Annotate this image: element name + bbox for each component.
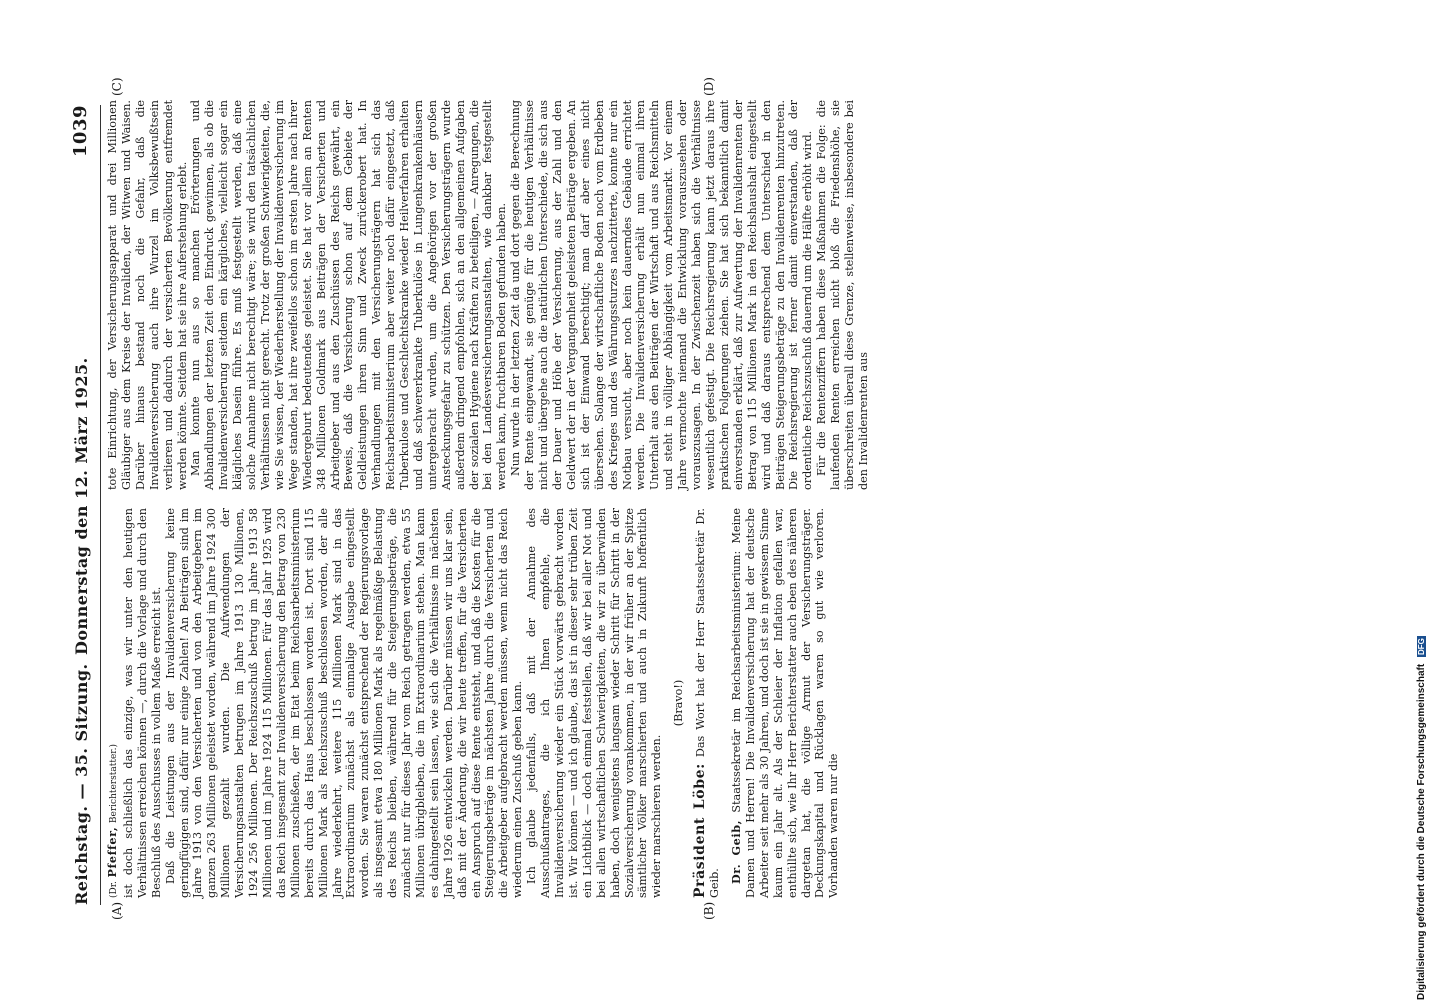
speaker-line — [106, 508, 122, 898]
paragraph: tote Einrichtung, der Versicherungsapparat und drei Millionen Gläubiger aus dem Kreise der Invaliden, der Witwen und Waisen. Darüber hinaus bestand noch die Gefahr, daß die Invalidenversicherung auch ihre Wurzel im Volksbewußtsein verlieren und dadurch der versicherten Bevölkerung entfremdet werden könnte. Seitdem hat sie ihre Auferstehung erlebt. — [106, 100, 189, 490]
paragraph: Daß die Leistungen aus der Invalidenversicherung keine geringfügigen sind, dafür nur einige Zahlen! An Beiträgen sind im Jahre 1913 von den Versicherten und von den Arbeitgebern im ganzen 263 Millionen geleistet worden, während im Jahre 1924 300 Millionen gezahlt wurden. Die Aufwendungen der Versicherungsanstalten betrugen im Jahre 1913 130 Millionen, 1924 256 Millionen. Der Reichszuschuß betrug im Jahre 1913 58 Millionen und im Jahre 1924 115 Millionen. Für das Jahr 1925 wird das Reich insgesamt zur Invalidenversicherung den Betrag von 230 Millionen zuschießen, der im Etat beim Reichsarbeitsministerium bereits durch das Haus beschlossen worden ist. Dort sind 115 Millionen Mark als Reichszuschuß beschlossen worden, der alle Jahre wiederkehrt, weitere 115 Millionen Mark sind in das Extraordinarium zunächst als einmalige Ausgabe eingestellt worden. Sie waren zunächst entsprechend der Regierungsvorlage als insgesamt etwa 180 Millionen Mark als regelmäßige Belastung des Reichs bleiben, während für die Steigerungsbeträge, die zunächst nur für dieses Jahr vom Reich getragen werden, etwa 55 Millionen übrigbleiben, die im Extraordinarium stehen. Man kann es dahingestellt sein lassen, wie sich die Verhältnisse im nächsten Jahre 1926 entwickeln werden. Darüber müssen wir uns klar sein, daß mit der Änderung, die wir heute treffen, für die Versicherten ein Anspruch auf diese Rente entsteht, und daß die Kosten für die Steigerungsbeträge im nächsten Jahre durch die Versicherten und die Arbeitgeber aufgebracht werden müssen, wenn nicht das Reich wiederum einen Zuschuß geben kann. — [163, 508, 525, 898]
digitization-credit — [1416, 10, 1430, 1000]
left-column — [106, 508, 841, 898]
margin-mark-b: (B) — [702, 901, 716, 920]
paragraph: Ich glaube jedenfalls, daß mit der Annahme des Ausschußantrages, die ich Ihnen empfehle, die Invalidenversicherung wieder ein Stück vorwärts gebracht worden ist. Wir können — und ich glaube, das ist in dieser sehr trüben Zeit ein Lichtblick — doch einmal feststellen, daß wir bei aller Not und bei allen wirtschaftlichen Schwierigkeiten, die wir zu überwinden haben, doch wenigstens langsam wieder Schritt für Schritt in der Sozialversicherung vorankommen, in der wir früher an der Spitze sämtlicher Völker marschierten und auch in Zukunft hoffentlich wieder marschieren werden. — [525, 508, 664, 898]
president-line — [694, 508, 722, 898]
paragraph: Nun wurde in der letzten Zeit da und dort gegen die Berechnung der Rente eingewandt, sie genüge für die heutigen Verhältnisse nicht und übergehe auch die natürlichen Unterschiede, die sich aus der Dauer und Höhe der Versicherung, aus der Zahl und den Geldwert der in der Vergangenheit geleisteten Beiträge ergeben. An sich ist der Einwand berechtigt; man darf aber eines nicht übersehen. Solange der wirtschaftliche Boden noch vom Erdbeben des Krieges und des Währungssturzes nachzitterte, konnte nur ein Notbau versucht, aber noch kein dauerndes Gebäude errichtet werden. Die Invalidenversicherung erhält nun einmal ihren Unterhalt aus den Beiträgen der Wirtschaft und aus Reichsmitteln und steht in völliger Abhängigkeit vom Arbeitsmarkt. Vor einem Jahre vermochte niemand die Entwicklung vorauszusehen oder vorauszusagen. In der Zwischenzeit haben sich die Verhältnisse wesentlich gefestigt. Die Reichsregierung kann jetzt daraus ihre praktischen Folgerungen ziehen. Sie hat sich bekanntlich damit einverstanden erklärt, daß zur Aufwertung der Invalidenrenten der Betrag von 115 Millionen Mark in den Reichshaushalt eingestellt wird und daß daraus entsprechend dem Unterschied in den Beiträgen Steigerungsbeträge zu den Invalidenrenten hinzutreten. Die Reichsregierung ist ferner damit einverstanden, daß der ordentliche Reichszuschuß dauernd um die Hälfte erhöht wird. — [509, 100, 815, 490]
header-date: Donnerstag den 12. März 1925. — [72, 357, 91, 655]
margin-mark-c: (C) — [110, 77, 124, 96]
speaker-role: Berichterstatter.) — [109, 744, 119, 824]
margin-mark-d: (D) — [702, 77, 716, 96]
geib-line — [730, 508, 841, 898]
paragraph: ist doch schließlich das einzige, was wir unter den heutigen Verhältnissen erreichen können —, durch die Vorlage und durch den Beschluß des Ausschusses in vollem Maße erreicht ist. — [121, 508, 163, 898]
header-rule — [100, 105, 101, 905]
paragraph: Man konnte nun aus so manchen Erörterungen und Abhandlungen der letzten Zeit den Eindruck gewinnen, als ob die Invalidenversicherung seitdem ein kärgliches, vielleicht sogar ein klägliches Dasein führe. Es muß festgestellt werden, daß eine solche Annahme nicht berechtigt wäre; sie wird den tatsächlichen Verhältnissen nicht gerecht. Trotz der großen Schwierigkeiten, die, wie Sie wissen, der Wiederherstellung der Invalidenversicherung im Wege standen, hat ihre zweifellos schon im ersten Jahre nach ihrer Wiedergeburt bedeutendes geleistet. Sie hat vor allem an Renten 348 Millionen Goldmark aus Beiträgen der Versicherten und Arbeitgeber und aus den Zuschüssen des Reichs gewährt, ein Beweis, daß die Versicherung schon auf dem Gebiete der Geldleistungen ihren Sinn und Zweck zurückerobert hat. In Verhandlungen mit den Versicherungsträgern hat sich das Reichsarbeitsministerium aber weiter noch dafür eingesetzt, daß Tuberkulose und Geschlechtskranke wieder Heilverfahren erhalten und daß schwererkrankte Tuberkulöse in Lungenkrankenhäusern untergebracht wurden, um die Angehörigen vor der großen Ansteckungsgefahr zu schützen. Den Versicherungsträgern wurde außerdem dringend empfohlen, sich an den allgemeinen Aufgaben der sozialen Hygiene nach Kräften zu beteiligen, — Anregungen, die bei den Landesversicherungsanstalten, wie dankbar festgestellt werden kann, fruchtbaren Boden gefunden haben. — [189, 100, 509, 490]
page-number: 1039 — [70, 105, 91, 158]
speaker-prefix: (Dr. — [109, 881, 119, 898]
applause-note: (Bravo!) — [672, 679, 686, 727]
margin-mark-a: (A) — [110, 901, 124, 920]
header-session: Reichstag. — 35. Sitzung. — [72, 663, 91, 905]
speaker-name: Pfeffer, — [105, 826, 119, 878]
geib-name: Dr. Geib, — [728, 819, 743, 884]
credit-text: Digitalisierung gefördert durch die Deutsche Forschungsgemeinschaft — [1416, 663, 1427, 1000]
dfg-logo: DFG — [1417, 638, 1426, 656]
right-column — [106, 100, 871, 490]
geib-text: Staatssekretär im Reichsarbeitsministerium: Meine Damen und Herren! Die Invalidenversicherung hat der deutsche Arbeiter seit mehr als 30 Jahren, und doch ist sie in gewissem Sinne kaum ein Jahr alt. Als der Schleier der Inflation gefallen war, enthüllte sich, wie Ihr Herr Berichterstatter auch eben des näheren dargetan hat, die völlige Armut der Versicherungsträger. Deckungskapital und Rücklagen waren so gut wie verloren. Vorhanden waren nur die — [729, 508, 841, 898]
paragraph: Für die Rentenziffern haben diese Maßnahmen die Folge: die laufenden Renten erreichen nicht bloß die Friedenshöhe, sie überschreiten überall diese Grenze, stellenweise, insbesondere bei den Invalidenrenten aus — [815, 100, 870, 490]
president-text: Das Wort hat der Herr Staatssekretär Dr. Geib. — [694, 508, 722, 898]
page-header — [70, 105, 98, 905]
president-name: Präsident Löbe: — [692, 763, 709, 898]
